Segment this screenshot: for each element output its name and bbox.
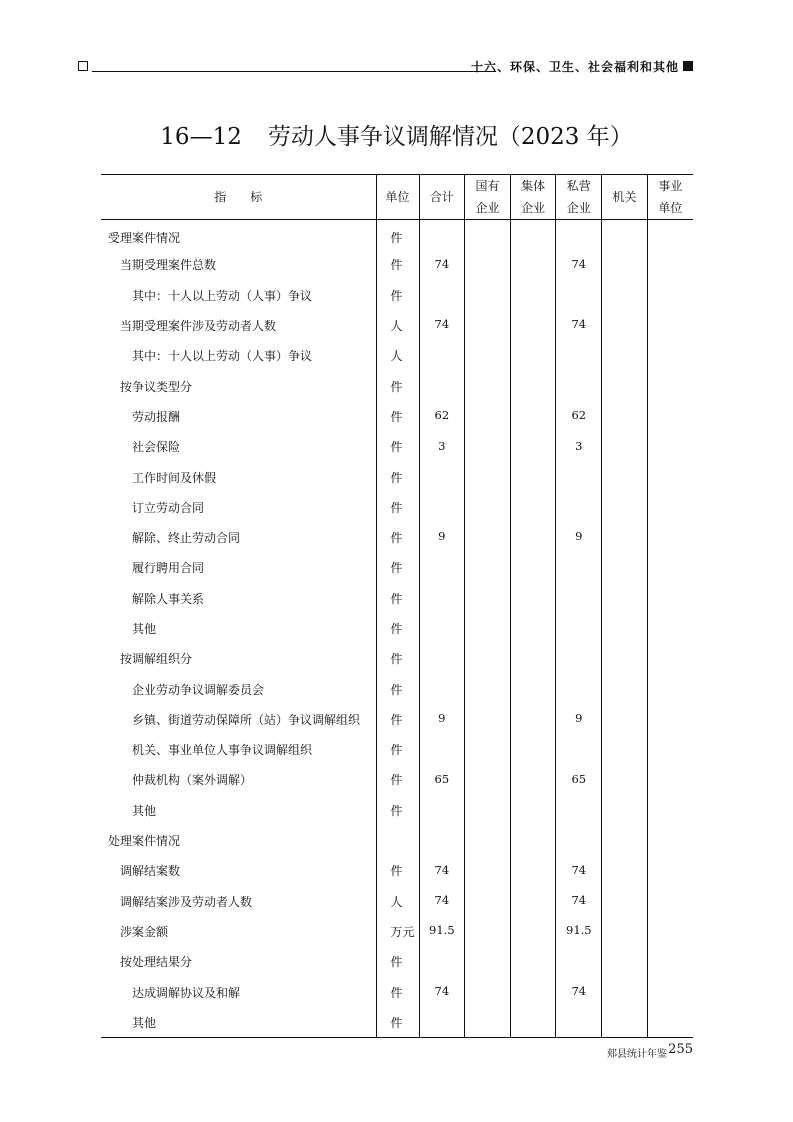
value-cell-government	[602, 371, 648, 401]
value-cell-total: 9	[419, 704, 465, 734]
value-cell-state-owned	[465, 341, 511, 371]
unit-cell: 件	[376, 795, 419, 825]
value-cell-government	[602, 432, 648, 462]
value-cell-total	[419, 583, 465, 613]
value-cell-government	[602, 492, 648, 522]
value-cell-collective	[510, 553, 556, 583]
value-cell-state-owned	[465, 977, 511, 1007]
indicator-cell: 按调解组织分	[101, 644, 376, 674]
value-cell-state-owned	[465, 371, 511, 401]
unit-cell: 件	[376, 613, 419, 643]
column-header-line: 企业	[521, 201, 546, 215]
unit-cell: 件	[376, 522, 419, 552]
value-cell-collective	[510, 1007, 556, 1037]
value-cell-government	[602, 250, 648, 280]
table-row	[101, 674, 693, 704]
value-cell-institution	[647, 553, 693, 583]
value-cell-state-owned	[465, 825, 511, 855]
indicator-cell: 当期受理案件涉及劳动者人数	[101, 310, 376, 340]
value-cell-total	[419, 462, 465, 492]
value-cell-collective	[510, 583, 556, 613]
value-cell-institution	[647, 280, 693, 310]
unit-cell: 件	[376, 704, 419, 734]
table-row	[101, 522, 693, 552]
value-cell-collective	[510, 765, 556, 795]
column-header-collective	[510, 175, 556, 220]
value-cell-private	[556, 220, 602, 250]
indicator-cell: 达成调解协议及和解	[101, 977, 376, 1007]
value-cell-institution	[647, 704, 693, 734]
value-cell-government	[602, 765, 648, 795]
value-cell-private	[556, 1007, 602, 1037]
table-row	[101, 280, 693, 310]
value-cell-institution	[647, 977, 693, 1007]
header-rule	[92, 71, 496, 72]
value-cell-private: 3	[556, 432, 602, 462]
value-cell-total	[419, 341, 465, 371]
unit-cell: 件	[376, 977, 419, 1007]
column-header-indicator	[101, 175, 376, 220]
column-header-unit	[376, 175, 419, 220]
value-cell-institution	[647, 916, 693, 946]
column-header-line: 事业	[658, 179, 683, 193]
value-cell-total	[419, 280, 465, 310]
table-row	[101, 371, 693, 401]
value-cell-private	[556, 947, 602, 977]
value-cell-state-owned	[465, 220, 511, 250]
value-cell-government	[602, 644, 648, 674]
value-cell-government	[602, 916, 648, 946]
value-cell-state-owned	[465, 795, 511, 825]
value-cell-government	[602, 220, 648, 250]
value-cell-collective	[510, 674, 556, 704]
value-cell-private	[556, 674, 602, 704]
value-cell-collective	[510, 432, 556, 462]
value-cell-private	[556, 492, 602, 522]
value-cell-institution	[647, 341, 693, 371]
table-row	[101, 916, 693, 946]
table-row	[101, 1007, 693, 1037]
table-row	[101, 401, 693, 431]
table-number: 16—12	[160, 124, 242, 150]
value-cell-private: 74	[556, 886, 602, 916]
value-cell-state-owned	[465, 462, 511, 492]
indicator-cell: 调解结案数	[101, 856, 376, 886]
table-row	[101, 250, 693, 280]
table-row	[101, 220, 693, 250]
unit-cell: 件	[376, 1007, 419, 1037]
value-cell-total	[419, 947, 465, 977]
value-cell-collective	[510, 371, 556, 401]
header-filled-square-icon	[683, 61, 693, 71]
value-cell-total	[419, 220, 465, 250]
value-cell-government	[602, 825, 648, 855]
value-cell-private	[556, 280, 602, 310]
table-row	[101, 613, 693, 643]
value-cell-collective	[510, 856, 556, 886]
table-row	[101, 856, 693, 886]
unit-cell: 万元	[376, 916, 419, 946]
table-body	[101, 220, 693, 1038]
page-footer	[0, 1042, 793, 1062]
value-cell-government	[602, 341, 648, 371]
page-number: 255	[668, 1042, 693, 1057]
table-row	[101, 795, 693, 825]
indicator-cell: 按争议类型分	[101, 371, 376, 401]
unit-cell: 件	[376, 492, 419, 522]
value-cell-institution	[647, 583, 693, 613]
indicator-cell: 工作时间及休假	[101, 462, 376, 492]
page-title	[0, 118, 793, 151]
value-cell-government	[602, 613, 648, 643]
value-cell-institution	[647, 401, 693, 431]
value-cell-government	[602, 280, 648, 310]
value-cell-state-owned	[465, 432, 511, 462]
indicator-cell: 订立劳动合同	[101, 492, 376, 522]
value-cell-private: 74	[556, 250, 602, 280]
table-row	[101, 553, 693, 583]
value-cell-total: 3	[419, 432, 465, 462]
value-cell-government	[602, 462, 648, 492]
value-cell-state-owned	[465, 644, 511, 674]
table-row	[101, 704, 693, 734]
value-cell-collective	[510, 310, 556, 340]
value-cell-private	[556, 644, 602, 674]
value-cell-institution	[647, 886, 693, 916]
column-header-total	[419, 175, 465, 220]
value-cell-state-owned	[465, 765, 511, 795]
unit-cell: 件	[376, 462, 419, 492]
value-cell-institution	[647, 644, 693, 674]
indicator-cell: 仲裁机构（案外调解）	[101, 765, 376, 795]
value-cell-total: 74	[419, 977, 465, 1007]
indicator-cell: 企业劳动争议调解委员会	[101, 674, 376, 704]
value-cell-total: 9	[419, 522, 465, 552]
value-cell-private	[556, 462, 602, 492]
value-cell-government	[602, 704, 648, 734]
value-cell-private: 62	[556, 401, 602, 431]
value-cell-total	[419, 795, 465, 825]
value-cell-total: 62	[419, 401, 465, 431]
header-open-square-icon	[78, 61, 88, 71]
indicator-cell: 其他	[101, 1007, 376, 1037]
value-cell-state-owned	[465, 704, 511, 734]
column-header-line: 企业	[566, 201, 591, 215]
indicator-cell: 劳动报酬	[101, 401, 376, 431]
column-header-government	[602, 175, 648, 220]
value-cell-state-owned	[465, 856, 511, 886]
value-cell-government	[602, 735, 648, 765]
value-cell-state-owned	[465, 583, 511, 613]
value-cell-government	[602, 674, 648, 704]
value-cell-government	[602, 1007, 648, 1037]
table-row	[101, 947, 693, 977]
column-header-line: 私营	[566, 179, 591, 193]
indicator-cell: 处理案件情况	[101, 825, 376, 855]
unit-cell: 件	[376, 765, 419, 795]
unit-cell: 件	[376, 644, 419, 674]
labor-dispute-table	[101, 174, 693, 1038]
value-cell-government	[602, 977, 648, 1007]
table-row	[101, 765, 693, 795]
value-cell-government	[602, 886, 648, 916]
indicator-cell: 机关、事业单位人事争议调解组织	[101, 735, 376, 765]
value-cell-collective	[510, 735, 556, 765]
indicator-cell: 调解结案涉及劳动者人数	[101, 886, 376, 916]
value-cell-collective	[510, 977, 556, 1007]
indicator-cell: 其中：十人以上劳动（人事）争议	[101, 341, 376, 371]
value-cell-total: 74	[419, 250, 465, 280]
table-row	[101, 462, 693, 492]
table-row	[101, 310, 693, 340]
value-cell-total: 91.5	[419, 916, 465, 946]
value-cell-private	[556, 795, 602, 825]
value-cell-state-owned	[465, 401, 511, 431]
value-cell-collective	[510, 644, 556, 674]
value-cell-total: 65	[419, 765, 465, 795]
indicator-cell: 履行聘用合同	[101, 553, 376, 583]
value-cell-government	[602, 856, 648, 886]
table-row	[101, 644, 693, 674]
column-header-line: 国有	[475, 179, 500, 193]
value-cell-private	[556, 613, 602, 643]
indicator-cell: 乡镇、街道劳动保障所（站）争议调解组织	[101, 704, 376, 734]
value-cell-state-owned	[465, 250, 511, 280]
value-cell-institution	[647, 613, 693, 643]
indicator-cell: 受理案件情况	[101, 220, 376, 250]
footer-book-name: 郏县统计年鉴	[607, 1049, 667, 1060]
value-cell-total: 74	[419, 856, 465, 886]
column-header-private	[556, 175, 602, 220]
value-cell-collective	[510, 522, 556, 552]
value-cell-institution	[647, 765, 693, 795]
value-cell-institution	[647, 674, 693, 704]
value-cell-government	[602, 795, 648, 825]
value-cell-collective	[510, 613, 556, 643]
value-cell-private: 74	[556, 977, 602, 1007]
unit-cell: 人	[376, 310, 419, 340]
table-row	[101, 977, 693, 1007]
indicator-cell: 解除人事关系	[101, 583, 376, 613]
value-cell-total	[419, 735, 465, 765]
indicator-cell: 其中：十人以上劳动（人事）争议	[101, 280, 376, 310]
value-cell-private	[556, 371, 602, 401]
value-cell-private: 74	[556, 310, 602, 340]
unit-cell: 件	[376, 371, 419, 401]
table-row	[101, 886, 693, 916]
value-cell-institution	[647, 825, 693, 855]
column-header-line: 机关	[612, 190, 637, 204]
value-cell-collective	[510, 462, 556, 492]
column-header-line: 单位	[385, 190, 410, 204]
column-header-line: 单位	[658, 201, 683, 215]
value-cell-institution	[647, 310, 693, 340]
value-cell-state-owned	[465, 522, 511, 552]
value-cell-private	[556, 735, 602, 765]
value-cell-private: 65	[556, 765, 602, 795]
value-cell-private	[556, 825, 602, 855]
value-cell-institution	[647, 371, 693, 401]
value-cell-private	[556, 553, 602, 583]
value-cell-total	[419, 371, 465, 401]
unit-cell: 件	[376, 250, 419, 280]
value-cell-collective	[510, 947, 556, 977]
table-title: 劳动人事争议调解情况（2023 年）	[267, 124, 633, 150]
value-cell-total	[419, 492, 465, 522]
value-cell-institution	[647, 462, 693, 492]
value-cell-government	[602, 553, 648, 583]
unit-cell	[376, 825, 419, 855]
value-cell-institution	[647, 947, 693, 977]
unit-cell: 件	[376, 947, 419, 977]
value-cell-collective	[510, 341, 556, 371]
value-cell-institution	[647, 432, 693, 462]
value-cell-total	[419, 674, 465, 704]
unit-cell: 件	[376, 280, 419, 310]
table-row	[101, 492, 693, 522]
value-cell-government	[602, 947, 648, 977]
value-cell-government	[602, 522, 648, 552]
value-cell-total	[419, 553, 465, 583]
value-cell-collective	[510, 492, 556, 522]
value-cell-state-owned	[465, 674, 511, 704]
value-cell-total: 74	[419, 310, 465, 340]
table-header-row	[101, 175, 693, 220]
indicator-cell: 社会保险	[101, 432, 376, 462]
value-cell-government	[602, 583, 648, 613]
value-cell-institution	[647, 522, 693, 552]
unit-cell: 件	[376, 432, 419, 462]
value-cell-collective	[510, 280, 556, 310]
value-cell-institution	[647, 1007, 693, 1037]
value-cell-collective	[510, 886, 556, 916]
value-cell-government	[602, 401, 648, 431]
unit-cell: 件	[376, 553, 419, 583]
unit-cell: 人	[376, 341, 419, 371]
unit-cell: 件	[376, 220, 419, 250]
value-cell-state-owned	[465, 886, 511, 916]
column-header-line: 集体	[521, 179, 546, 193]
value-cell-state-owned	[465, 613, 511, 643]
column-header-state-owned	[465, 175, 511, 220]
value-cell-institution	[647, 735, 693, 765]
unit-cell: 人	[376, 886, 419, 916]
value-cell-collective	[510, 825, 556, 855]
table-row	[101, 583, 693, 613]
unit-cell: 件	[376, 674, 419, 704]
value-cell-private: 74	[556, 856, 602, 886]
indicator-cell: 其他	[101, 795, 376, 825]
value-cell-institution	[647, 856, 693, 886]
value-cell-government	[602, 310, 648, 340]
value-cell-total	[419, 644, 465, 674]
value-cell-total: 74	[419, 886, 465, 916]
value-cell-institution	[647, 220, 693, 250]
value-cell-total	[419, 613, 465, 643]
column-header-line: 企业	[475, 201, 500, 215]
column-header-institution	[647, 175, 693, 220]
table-row	[101, 825, 693, 855]
value-cell-collective	[510, 401, 556, 431]
value-cell-collective	[510, 795, 556, 825]
value-cell-state-owned	[465, 553, 511, 583]
value-cell-private: 9	[556, 522, 602, 552]
value-cell-state-owned	[465, 492, 511, 522]
running-header	[78, 58, 693, 78]
value-cell-state-owned	[465, 947, 511, 977]
value-cell-state-owned	[465, 735, 511, 765]
value-cell-private: 91.5	[556, 916, 602, 946]
table-row	[101, 341, 693, 371]
value-cell-total	[419, 825, 465, 855]
indicator-cell: 当期受理案件总数	[101, 250, 376, 280]
value-cell-private: 9	[556, 704, 602, 734]
indicator-cell: 按处理结果分	[101, 947, 376, 977]
indicator-cell: 其他	[101, 613, 376, 643]
value-cell-private	[556, 583, 602, 613]
indicator-cell: 涉案金额	[101, 916, 376, 946]
column-header-line: 合计	[429, 190, 454, 204]
unit-cell: 件	[376, 401, 419, 431]
value-cell-state-owned	[465, 280, 511, 310]
table-row	[101, 735, 693, 765]
table-row	[101, 432, 693, 462]
value-cell-total	[419, 1007, 465, 1037]
value-cell-state-owned	[465, 1007, 511, 1037]
header-section-title: 十六、环保、卫生、社会福利和其他	[470, 60, 679, 74]
value-cell-institution	[647, 250, 693, 280]
value-cell-private	[556, 341, 602, 371]
value-cell-collective	[510, 916, 556, 946]
unit-cell: 件	[376, 735, 419, 765]
value-cell-collective	[510, 704, 556, 734]
value-cell-institution	[647, 795, 693, 825]
value-cell-state-owned	[465, 916, 511, 946]
value-cell-institution	[647, 492, 693, 522]
value-cell-state-owned	[465, 310, 511, 340]
unit-cell: 件	[376, 583, 419, 613]
value-cell-collective	[510, 220, 556, 250]
unit-cell: 件	[376, 856, 419, 886]
column-header-line: 指 标	[214, 190, 263, 204]
indicator-cell: 解除、终止劳动合同	[101, 522, 376, 552]
value-cell-collective	[510, 250, 556, 280]
